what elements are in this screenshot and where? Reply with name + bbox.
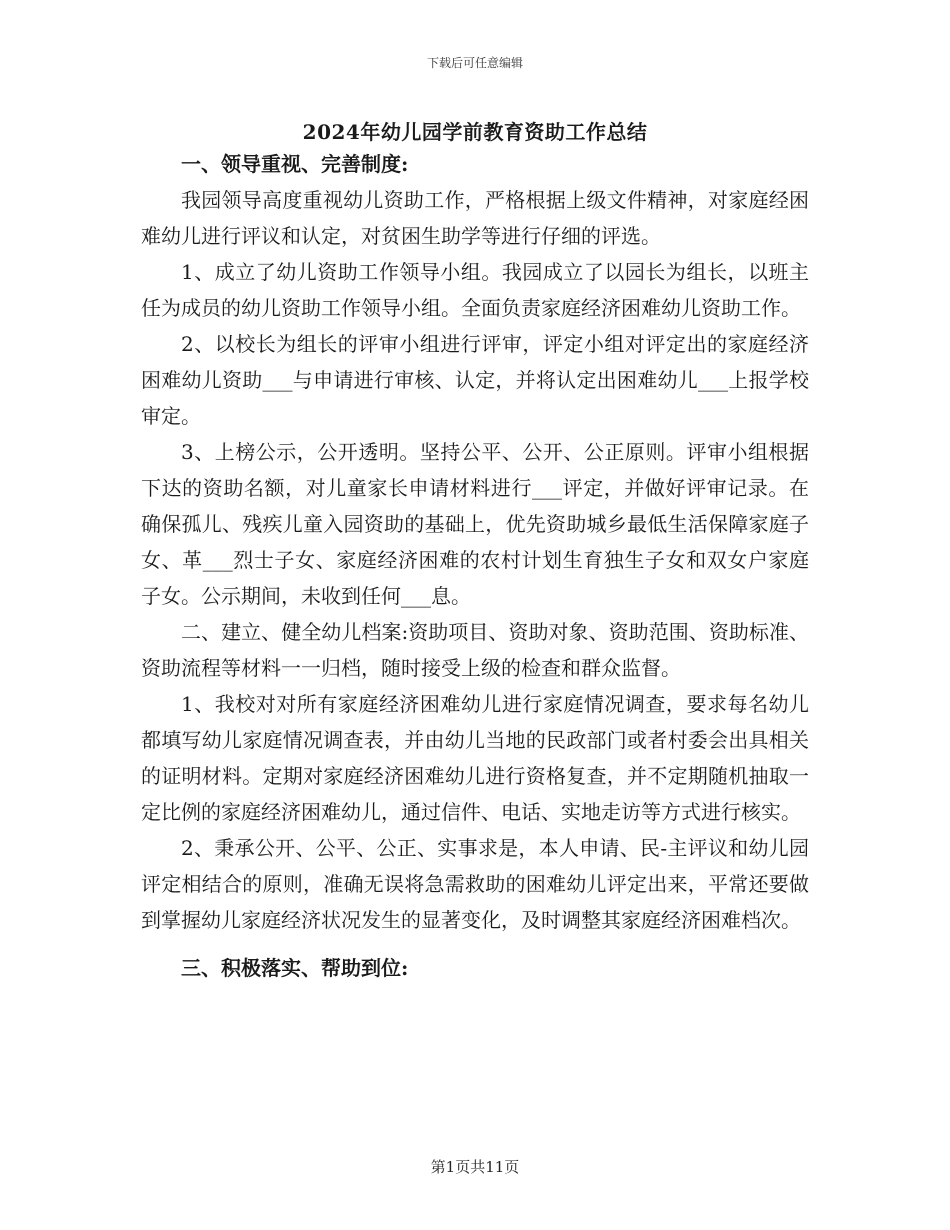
section-2-paragraph: 二、建立、健全幼儿档案:资助项目、资助对象、资助范围、资助标准、资助流程等材料一一归档，随时接受上级的检查和群众监督。	[141, 620, 809, 680]
paragraph-item-1: 1、成立了幼儿资助工作领导小组。我园成立了以园长为组长，以班主任为成员的幼儿资助工作领导小组。全面负责家庭经济困难幼儿资助工作。	[141, 260, 809, 320]
paragraph-intro: 我园领导高度重视幼儿资助工作，严格根据上级文件精神，对家庭经困难幼儿进行评议和认定，对贫困生助学等进行仔细的评选。	[141, 188, 809, 248]
document-body	[141, 146, 809, 986]
paragraph-item-3: 3、上榜公示，公开透明。坚持公平、公开、公正原则。评审小组根据下达的资助名额，对儿童家长申请材料进行___评定，并做好评审记录。在确保孤儿、残疾儿童入园资助的基础上，优先资助城乡最低生活保障家庭子女、革___烈士子女、家庭经济困难的农村计划生育独生子女和双女户家庭子女。公示期间，未收到任何___息。	[141, 440, 809, 608]
section-heading-3: 三、积极落实、帮助到位:	[181, 956, 409, 980]
paragraph-section2-item-1: 1、我校对对所有家庭经济困难幼儿进行家庭情况调查，要求每名幼儿都填写幼儿家庭情况调查表，并由幼儿当地的民政部门或者村委会出具相关的证明材料。定期对家庭经济困难幼儿进行资格复查，并不定期随机抽取一定比例的家庭经济困难幼儿，通过信件、电话、实地走访等方式进行核实。	[141, 692, 809, 824]
paragraph-section2-item-2: 2、秉承公开、公平、公正、实事求是，本人申请、民-主评议和幼儿园评定相结合的原则，准确无误将急需救助的困难幼儿评定出来，平常还要做到掌握幼儿家庭经济状况发生的显著变化，及时调整其家庭经济困难档次。	[141, 836, 809, 932]
document-title: 2024年幼儿园学前教育资助工作总结	[302, 120, 648, 144]
paragraph-item-2: 2、以校长为组长的评审小组进行评审，评定小组对评定出的家庭经济困难幼儿资助___与申请进行审核、认定，并将认定出困难幼儿___上报学校审定。	[141, 332, 809, 428]
page-number: 第1页共11页	[430, 1158, 520, 1176]
download-note: 下载后可任意编辑	[426, 56, 523, 70]
section-heading-1: 一、领导重视、完善制度:	[181, 152, 409, 176]
